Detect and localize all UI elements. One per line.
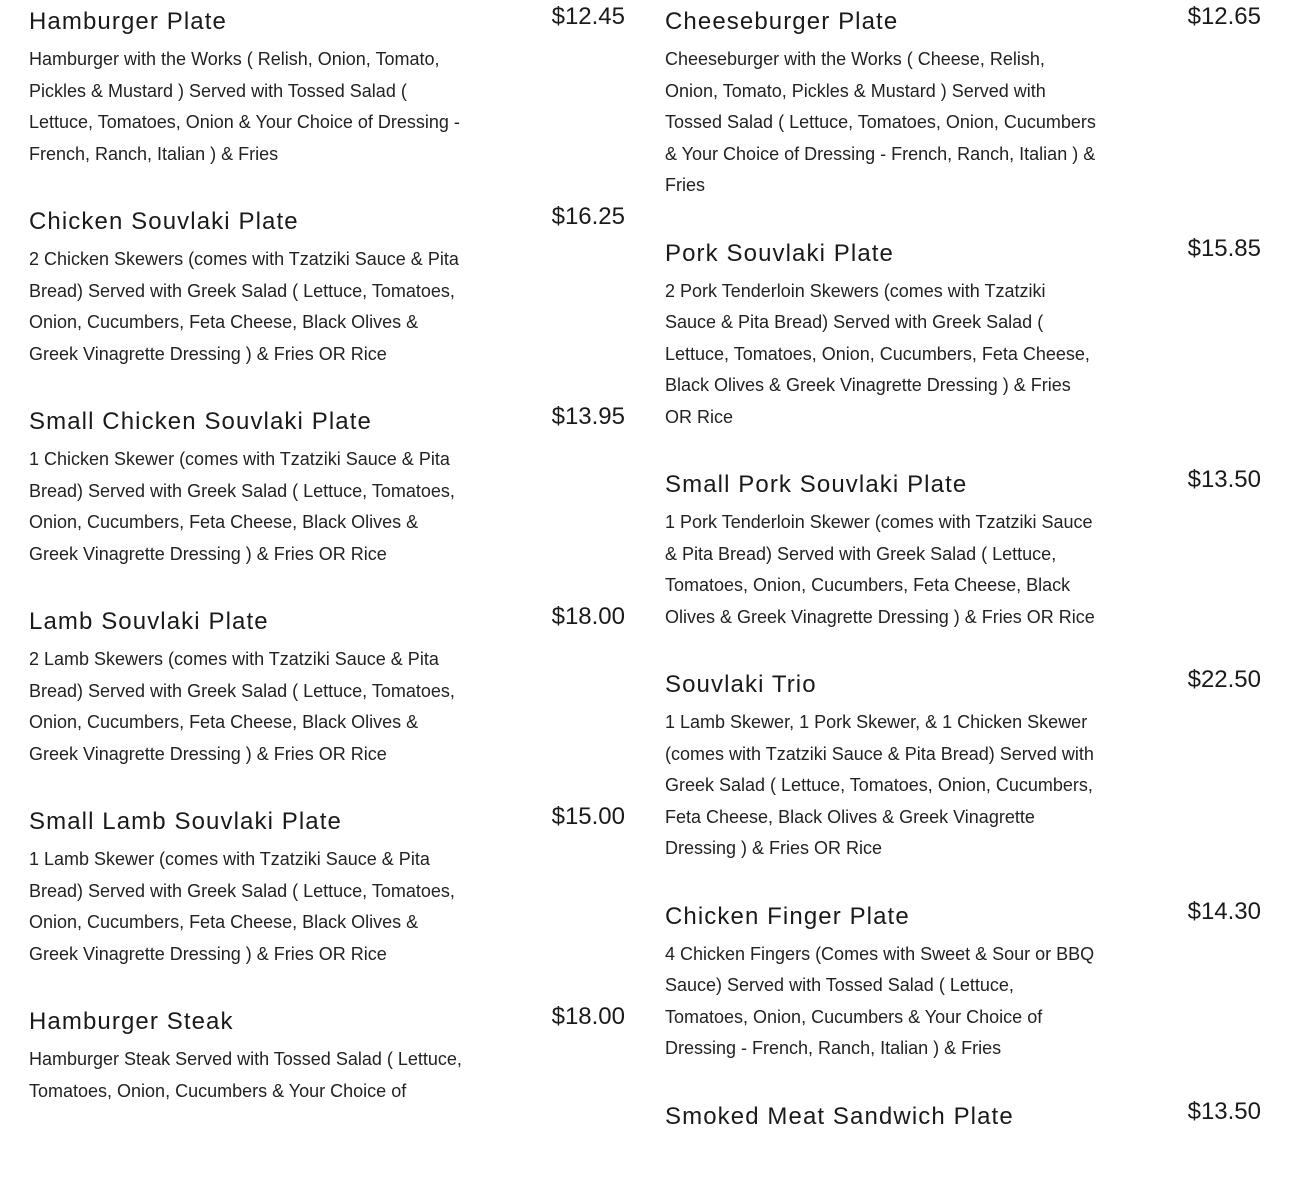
menu-item-header xyxy=(29,800,625,844)
menu-item-header xyxy=(29,1000,625,1044)
menu-item-description: Hamburger with the Works ( Relish, Onion, Tomato, Pickles & Mustard ) Served with Tossed Salad ( Lettuce, Tomatoes, Onion & Your Choice of Dressing - French, Ranch, Italian ) & Fries xyxy=(29,49,460,164)
menu-item-header xyxy=(665,663,1261,707)
menu-item-name: Lamb Souvlaki Plate xyxy=(29,608,269,635)
menu-item-price: $18.00 xyxy=(551,603,625,630)
menu-item-name: Small Pork Souvlaki Plate xyxy=(665,471,968,498)
menu-item-header xyxy=(665,1095,1261,1139)
menu-item-name: Hamburger Steak xyxy=(29,1008,234,1035)
menu-item-price: $12.45 xyxy=(551,3,625,30)
menu-item-description: 1 Lamb Skewer, 1 Pork Skewer, & 1 Chicken Skewer (comes with Tzatziki Sauce & Pita Bread) Served with Greek Salad ( Lettuce, Tomatoes, Onion, Cucumbers, Feta Cheese, Black Olives & Greek Vinagrette Dressing ) & Fries OR Rice xyxy=(665,712,1094,858)
menu-item-price: $15.85 xyxy=(1187,234,1261,262)
menu-item-name: Cheeseburger Plate xyxy=(665,8,899,35)
menu-item-name: Chicken Finger Plate xyxy=(665,902,910,930)
menu-item xyxy=(665,232,1261,434)
menu-item-header xyxy=(665,463,1261,507)
menu-item xyxy=(665,663,1261,865)
menu-item xyxy=(665,463,1261,633)
menu-item-name: Pork Souvlaki Plate xyxy=(665,239,895,267)
menu-item xyxy=(29,1000,625,1107)
menu-item-description: 2 Lamb Skewers (comes with Tzatziki Sauce & Pita Bread) Served with Greek Salad ( Lettuce, Tomatoes, Onion, Cucumbers, Feta Cheese, Black Olives & Greek Vinagrette Dressing ) & Fries OR Rice xyxy=(29,649,455,764)
menu-item-price: $14.30 xyxy=(1187,897,1261,925)
menu-item-description: 4 Chicken Fingers (Comes with Sweet & Sour or BBQ Sauce) Served with Tossed Salad ( Lettuce, Tomatoes, Onion, Cucumbers & Your Choice of Dressing - French, Ranch, Italian ) & Fries xyxy=(665,943,1095,1058)
menu-item-name: Hamburger Plate xyxy=(29,8,227,35)
menu-item-name: Souvlaki Trio xyxy=(665,671,817,698)
menu-item-description: 1 Pork Tenderloin Skewer (comes with Tzatziki Sauce & Pita Bread) Served with Greek Salad ( Lettuce, Tomatoes, Onion, Cucumbers, Feta Cheese, Black Olives & Greek Vinagrette Dressing ) & Fries OR Rice xyxy=(665,512,1095,627)
menu-item-description: 2 Chicken Skewers (comes with Tzatziki Sauce & Pita Bread) Served with Greek Salad ( Lettuce, Tomatoes, Onion, Cucumbers, Feta Cheese, Black Olives & Greek Vinagrette Dressing ) & Fries OR Rice xyxy=(29,249,459,364)
menu-item-description: 1 Chicken Skewer (comes with Tzatziki Sauce & Pita Bread) Served with Greek Salad ( Lettuce, Tomatoes, Onion, Cucumbers, Feta Cheese, Black Olives & Greek Vinagrette Dressing ) & Fries OR Rice xyxy=(29,449,455,564)
menu-item-name: Small Lamb Souvlaki Plate xyxy=(29,808,342,835)
menu-item-header xyxy=(665,895,1261,939)
menu-item-description: Hamburger Steak Served with Tossed Salad ( Lettuce, Tomatoes, Onion, Cucumbers & Your Choice of xyxy=(29,1049,462,1101)
menu-item xyxy=(29,0,625,170)
menu-item-price: $15.00 xyxy=(551,803,625,830)
menu-item-name: Chicken Souvlaki Plate xyxy=(29,208,299,235)
menu-item xyxy=(29,200,625,370)
menu-item xyxy=(665,895,1261,1065)
menu-item-price: $22.50 xyxy=(1187,666,1261,693)
menu-item-description: 2 Pork Tenderloin Skewers (comes with Tzatziki Sauce & Pita Bread) Served with Greek Salad ( Lettuce, Tomatoes, Onion, Cucumbers, Feta Cheese, Black Olives & Greek Vinagrette Dressing ) & Fries OR Rice xyxy=(665,280,1090,427)
menu-item-price: $12.65 xyxy=(1187,3,1261,30)
menu-item-price: $18.00 xyxy=(551,1003,625,1030)
menu-item-header xyxy=(29,0,625,44)
menu-column-right xyxy=(665,0,1261,1169)
menu-item xyxy=(29,600,625,770)
menu-item-description: Cheeseburger with the Works ( Cheese, Relish, Onion, Tomato, Pickles & Mustard ) Served with Tossed Salad ( Lettuce, Tomatoes, Onion, Cucumbers & Your Choice of Dressing - French, Ranch, Italian ) & Fries xyxy=(665,49,1096,195)
menu-item-name: Smoked Meat Sandwich Plate xyxy=(665,1102,1014,1130)
menu-item xyxy=(29,400,625,570)
menu-item-price: $13.95 xyxy=(551,403,625,430)
menu-item-name: Small Chicken Souvlaki Plate xyxy=(29,408,372,435)
menu-column-left xyxy=(29,0,625,1137)
menu-item-price: $13.50 xyxy=(1187,466,1261,493)
menu-item-header xyxy=(29,600,625,644)
menu-item-description: 1 Lamb Skewer (comes with Tzatziki Sauce & Pita Bread) Served with Greek Salad ( Lettuce, Tomatoes, Onion, Cucumbers, Feta Cheese, Black Olives & Greek Vinagrette Dressing ) & Fries OR Rice xyxy=(29,849,455,964)
menu-item-header xyxy=(29,200,625,244)
menu-item xyxy=(665,1095,1261,1139)
menu-item-price: $16.25 xyxy=(551,203,625,230)
menu-item xyxy=(29,800,625,970)
menu-item-header xyxy=(665,232,1261,276)
menu-item-header xyxy=(665,0,1261,44)
menu-item-price: $13.50 xyxy=(1187,1097,1261,1125)
menu-item-header xyxy=(29,400,625,444)
menu-item xyxy=(665,0,1261,202)
